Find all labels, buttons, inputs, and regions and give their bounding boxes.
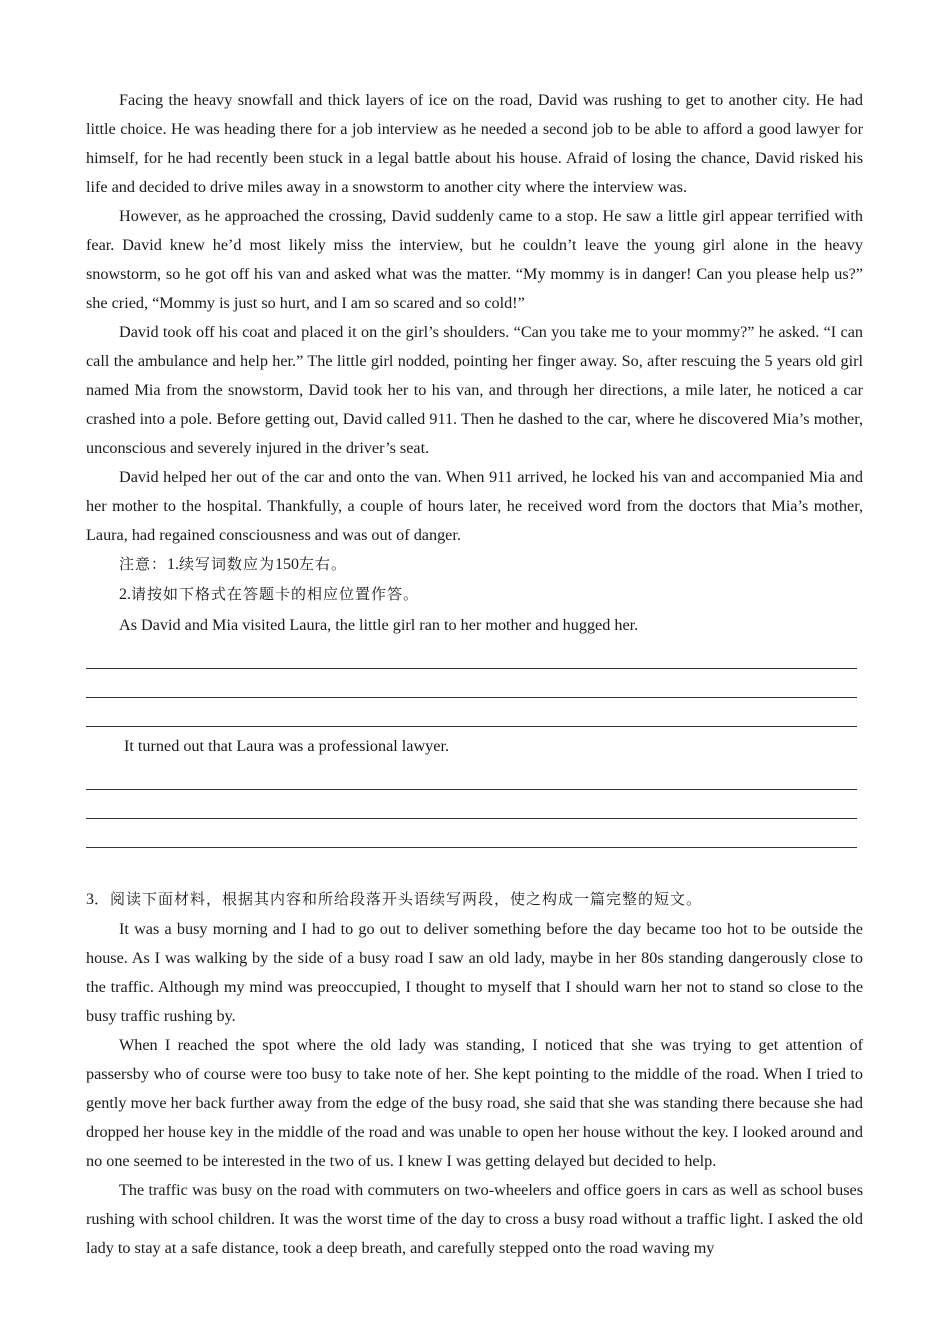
- question-3-text: ．阅读下面材料，根据其内容和所给段落开头语续写两段，使之构成一篇完整的短文。: [94, 892, 703, 908]
- answer-line[interactable]: [86, 640, 857, 669]
- story-paragraph-2: However, as he approached the crossing, David suddenly came to a stop. He saw a little girl appear terrified with fear. David knew he’d most likely miss the interview, but he couldn’t leave the young girl alone in the heavy snowstorm, so he got off his van and asked what was the matter. “My mommy is in danger! Can you please help us?” she cried, “Mommy is just so hurt, and I am so scared and so cold!”: [86, 207, 863, 312]
- story-paragraph-1: Facing the heavy snowfall and thick layers of ice on the road, David was rushing to get to another city. He had little choice. He was heading there for a job interview as he needed a second job to be able to afford a good lawyer for himself, for he had recently been stuck in a legal battle about his house. Afraid of losing the chance, David risked his life and decided to drive miles away in a snowstorm to another city where the interview was.: [86, 91, 863, 196]
- answer-line[interactable]: [86, 790, 857, 819]
- q3-paragraph-2: When I reached the spot where the old lady was standing, I noticed that she was trying to get attention of passersby who of course were too busy to take note of her. She kept pointing to the middle of the road. When I tried to gently move her back further away from the edge of the busy road, she said that she was standing there because she had dropped her house key in the middle of the road and was unable to open her house without the key. I looked around and no one seemed to be interested in the two of us. I knew I was getting delayed but decided to help.: [86, 1036, 863, 1170]
- note-2-text: 请按如下格式在答题卡的相应位置作答。: [131, 587, 420, 603]
- note-1-text: 续写词数应为: [179, 557, 276, 573]
- note-1-count: 150: [275, 556, 300, 573]
- answer-line[interactable]: [86, 761, 857, 790]
- q3-paragraph-3: The traffic was busy on the road with commuters on two-wheelers and office goers in cars as well as school buses rushing with school children. It was the worst time of the day to cross a busy road without a traffic light. I asked the old lady to stay at a safe distance, took a deep breath, and carefully stepped onto the road waving my: [86, 1181, 863, 1257]
- question-3-instruction: [86, 885, 863, 915]
- note-1-suffix: 左右。: [299, 557, 348, 573]
- continuation-lead-2: It turned out that Laura was a professional lawyer.: [124, 737, 449, 755]
- section-gap: [86, 848, 863, 885]
- question-number: 3: [86, 891, 94, 908]
- continuation-lead-1: As David and Mia visited Laura, the little girl ran to her mother and hugged her.: [119, 616, 639, 634]
- answer-line[interactable]: [86, 698, 857, 727]
- note-format: [86, 580, 863, 610]
- answer-line[interactable]: [86, 819, 857, 848]
- note-word-count: [86, 550, 863, 580]
- story-paragraph-3: David took off his coat and placed it on the girl’s shoulders. “Can you take me to your mommy?” he asked. “I can call the ambulance and help her.” The little girl nodded, pointing her finger away. So, after rescuing the 5 years old girl named Mia from the snowstorm, David took her to his van, and through her directions, a mile later, he noticed a car crashed into a pole. Before getting out, David called 911. Then he dashed to the car, where he discovered Mia’s mother, unconscious and severely injured in the driver’s seat.: [86, 323, 863, 457]
- answer-line[interactable]: [86, 669, 857, 698]
- note-prefix: 注意：: [119, 557, 168, 573]
- q3-paragraph-1: It was a busy morning and I had to go out to deliver something before the day became too hot to be outside the house. As I was walking by the side of a busy road I saw an old lady, maybe in her 80s standing dangerously close to the traffic. Although my mind was preoccupied, I thought to myself that I should warn her not to stand so close to the busy traffic rushing by.: [86, 920, 863, 1025]
- document-page: [86, 86, 863, 1263]
- note-2-number: 2.: [119, 586, 131, 603]
- note-1-number: 1.: [167, 556, 180, 573]
- story-paragraph-4: David helped her out of the car and onto the van. When 911 arrived, he locked his van and accompanied Mia and her mother to the hospital. Thankfully, a couple of hours later, he received word from the doctors that Mia’s mother, Laura, had regained consciousness and was out of danger.: [86, 468, 863, 544]
